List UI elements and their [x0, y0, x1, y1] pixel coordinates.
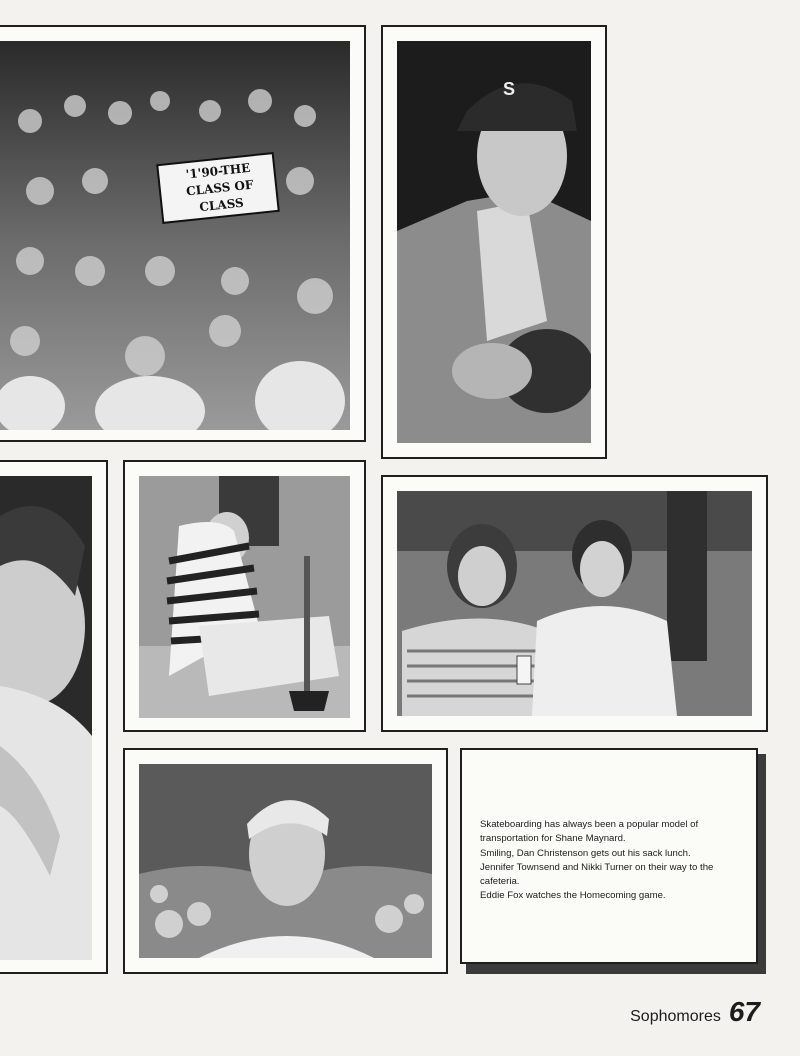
cap-boy-photo	[397, 41, 591, 443]
caption-line: Smiling, Dan Christenson gets out his sack lunch.	[480, 847, 691, 859]
page-folio	[630, 996, 760, 1028]
page-number: 67	[728, 996, 760, 1027]
sign-line-1: '1'90-THE	[185, 160, 251, 182]
crowd-photo	[0, 41, 350, 430]
two-girls-photo	[397, 491, 752, 716]
short-hair-photo	[139, 764, 432, 958]
sign-line-2: CLASS OF CLASS	[185, 177, 255, 215]
girl-left-photo	[0, 476, 92, 960]
caption-line: Eddie Fox watches the Homecoming game.	[480, 890, 666, 902]
striped-shirt-photo	[139, 476, 350, 718]
photo-frame-two-girls	[381, 475, 768, 732]
caption-line: Jennifer Townsend and Nikki Turner on their way to the cafeteria.	[480, 861, 714, 888]
photo-frame-short-hair	[123, 748, 448, 974]
caption-box	[460, 748, 766, 974]
photo-frame-striped-shirt	[123, 460, 366, 732]
section-label: Sophomores	[630, 1008, 721, 1025]
cap-letter: S	[503, 79, 516, 99]
caption-card	[460, 748, 758, 964]
photo-frame-crowd	[0, 25, 366, 442]
photo-frame-girl-left	[0, 460, 108, 974]
caption-line: Skateboarding has always been a popular model of transportation for Shane Maynard.	[480, 819, 699, 845]
photo-frame-cap-boy	[381, 25, 607, 459]
caption-text	[480, 818, 742, 904]
